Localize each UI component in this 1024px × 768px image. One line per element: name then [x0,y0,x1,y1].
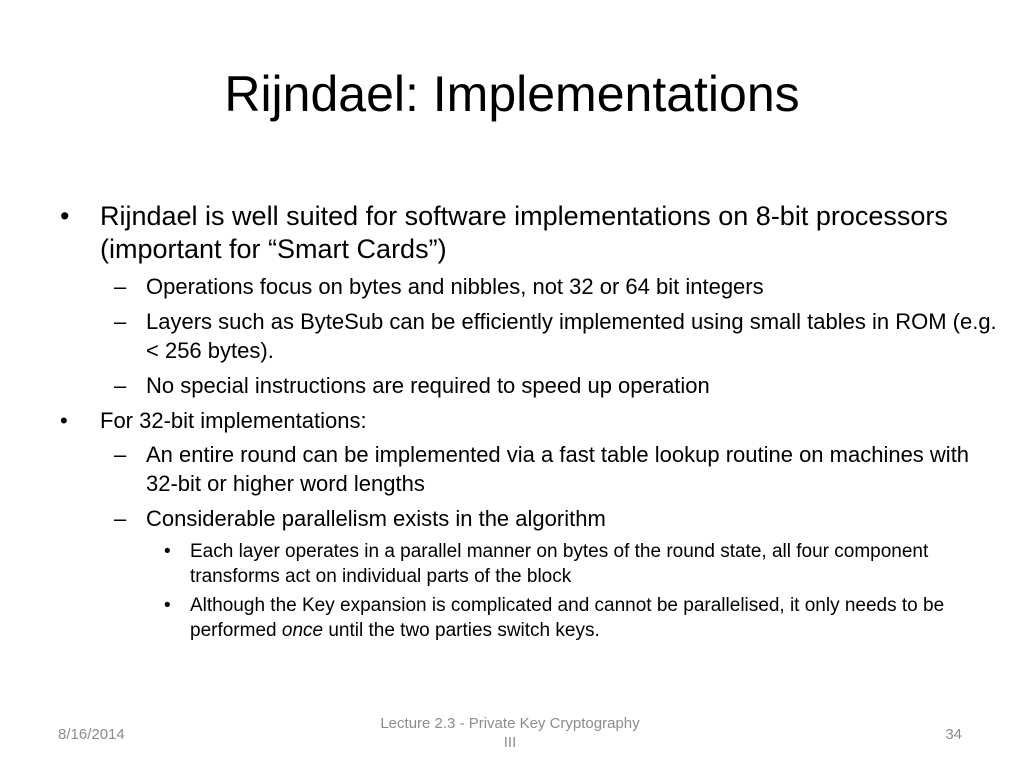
sub-sub-bullet-text-start: Although the Key expansion is complicated and cannot be parallelised, it only needs to be performed [190,595,945,641]
sub-bullet-item [58,272,998,301]
slide-body [58,200,998,647]
sub-bullet-text: An entire round can be implemented via a fast table lookup routine on machines with 32-bit or higher word lengths [146,442,970,496]
dash-marker: – [114,442,127,467]
footer-lecture-line2: III [503,734,517,751]
slide-number: 34 [945,726,962,743]
bullet-item [58,200,998,266]
sub-bullet-text: Layers such as ByteSub can be efficiently implemented using small tables in ROM (e.g. < 256 bytes). [146,309,997,363]
bullet-marker: • [60,408,68,433]
emphasis-once: once [281,620,324,641]
sub-sub-bullet-item [58,539,998,589]
bullet-marker: • [164,595,171,616]
sub-bullet-item [58,440,998,498]
footer-date: 8/16/2014 [58,726,125,743]
sub-sub-bullet-text-end: until the two parties switch keys. [323,620,600,641]
bullet-item [58,406,998,436]
sub-sub-bullet-text: Each layer operates in a parallel manner on bytes of the round state, all four component transforms act on individual parts of the block [190,541,929,587]
sub-bullet-text: Operations focus on bytes and nibbles, not 32 or 64 bit integers [146,274,764,299]
dash-marker: – [114,309,127,334]
footer-lecture-title [350,714,670,752]
dash-marker: – [114,506,127,531]
sub-bullet-item [58,371,998,400]
bullet-text: For 32-bit implementations: [100,408,367,433]
sub-bullet-item [58,504,998,533]
bullet-marker: • [60,201,70,231]
bullet-text: Rijndael is well suited for software implementations on 8-bit processors (important for “Smart Cards”) [100,201,948,264]
sub-sub-bullet-item [58,593,998,643]
bullet-marker: • [164,541,171,562]
sub-bullet-item [58,307,998,365]
sub-bullet-text: No special instructions are required to speed up operation [146,373,710,398]
footer-lecture-line1: Lecture 2.3 - Private Key Cryptography [380,715,640,732]
slide-title: Rijndael: Implementations [224,66,800,122]
sub-bullet-text: Considerable parallelism exists in the algorithm [146,506,606,531]
dash-marker: – [114,274,127,299]
dash-marker: – [114,373,127,398]
